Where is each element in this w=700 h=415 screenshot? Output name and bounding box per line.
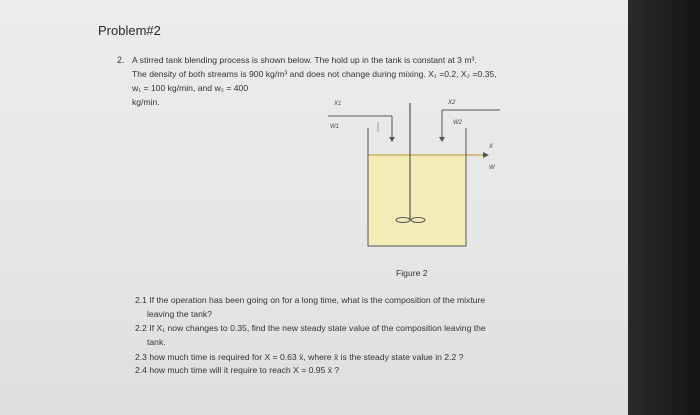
question-line-4: kg/min. bbox=[132, 97, 160, 107]
screen-bezel bbox=[628, 0, 700, 415]
problem-title: Problem#2 bbox=[98, 23, 161, 38]
label-x1: X1 bbox=[334, 101, 342, 107]
subquestion-2-2-cont: tank. bbox=[147, 337, 166, 347]
question-line-2: The density of both streams is 900 kg/m³ and does not change during mixing. X₁ =0.2, X₂ =0.35, bbox=[132, 69, 497, 79]
tank-liquid bbox=[368, 155, 466, 246]
inlet-pipe-2 bbox=[442, 110, 500, 139]
question-number: 2. bbox=[117, 55, 125, 65]
label-w1: W1 bbox=[330, 124, 339, 130]
label-w2: W2 bbox=[453, 120, 462, 126]
inlet-arrow-2 bbox=[439, 137, 445, 142]
subquestion-2-4: 2.4 how much time will it require to reach X = 0.95 x̄ ? bbox=[135, 365, 340, 375]
label-x-out: X bbox=[489, 144, 494, 150]
label-x2: X2 bbox=[448, 100, 456, 106]
subquestion-2-2: 2.2 If X₁ now changes to 0.35, find the new steady state value of the composition leaving the bbox=[135, 323, 486, 333]
inlet-arrow-1 bbox=[389, 137, 395, 142]
subquestion-2-1: 2.1 If the operation has been going on for a long time, what is the composition of the mixture bbox=[135, 295, 486, 305]
subquestion-2-1-cont: leaving the tank? bbox=[147, 309, 212, 319]
label-w-out: W bbox=[489, 165, 495, 171]
question-line-1: A stirred tank blending process is shown below. The hold up in the tank is constant at 3 m³. bbox=[132, 55, 477, 65]
subquestion-2-3: 2.3 how much time is required for X = 0.63 x̄, where x̄ is the steady state value in 2.2 ? bbox=[135, 352, 464, 362]
question-line-3: w₁ = 100 kg/min, and w₂ = 400 bbox=[132, 83, 249, 93]
outlet-arrow bbox=[483, 152, 489, 158]
figure-caption: Figure 2 bbox=[396, 268, 428, 278]
